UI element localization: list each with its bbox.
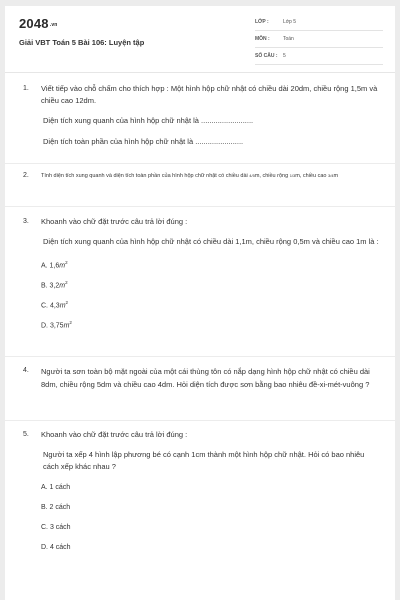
header-divider (5, 72, 395, 73)
question-number: 2. (23, 172, 29, 179)
question-text-part: m, chiều cao (295, 173, 327, 179)
question-separator (5, 163, 395, 164)
question-3 (23, 216, 379, 337)
question-text: Tính diện tích xung quanh và diện tích toàn phần của hình hộp chữ nhật có chiều dài (41, 173, 248, 179)
question-text-part: m (333, 173, 339, 179)
option-unit: m (63, 322, 70, 330)
option-c[interactable]: C. 3 cách (41, 524, 71, 531)
meta-row-subject (255, 31, 383, 48)
option-unit: m (59, 302, 66, 310)
option-unit: m (59, 262, 66, 270)
logo-text: 2048 (19, 16, 49, 31)
question-2 (23, 171, 379, 181)
question-subtext: Diện tích xung quanh của hình hộp chữ nhật có chiều dài 1,1m, chiều rộng 0,5m và chiều cao 1m là : (43, 237, 379, 246)
option-a[interactable]: A. 1 cách (41, 484, 71, 491)
answer-line: Diện tích xung quanh của hình hộp chữ nhật là ......................... (43, 116, 254, 125)
option-a[interactable] (41, 257, 379, 277)
site-logo[interactable] (19, 16, 58, 31)
option-b[interactable]: B. 2 cách (41, 504, 71, 511)
question-1 (23, 83, 379, 148)
option-unit: m (59, 282, 66, 290)
question-text: Người ta sơn toàn bộ mặt ngoài của một cái thùng tôn có nắp dạng hình hộp chữ nhật có chiều dài 8dm, chiều rộng 5dm và chiều cao 4dm. Hỏi diện tích được sơn bằng bao nhiêu đề-xi-mét-vuông ? (41, 367, 370, 389)
option-label: A. 1,6 (41, 262, 60, 270)
meta-row-grade (255, 14, 383, 31)
option-exponent: 2 (65, 280, 68, 285)
option-c[interactable] (41, 297, 379, 317)
option-label: D. 3,75 (41, 322, 64, 330)
question-text: Khoanh vào chữ đặt trước câu trả lời đúng : (41, 217, 188, 226)
question-subtext: Người ta xếp 4 hình lập phương bé có cạnh 1cm thành một hình hộp chữ nhật. Hỏi có bao nhiêu cách xếp khác nhau ? (43, 450, 365, 471)
fraction-length: 4/5 (249, 173, 255, 178)
question-number: 1. (23, 85, 29, 92)
page-header (5, 6, 395, 68)
question-text: Khoanh vào chữ đặt trước câu trả lời đúng : (41, 430, 188, 439)
option-exponent: 2 (69, 320, 72, 325)
question-4 (23, 365, 379, 391)
question-5 (23, 429, 379, 562)
meta-info-table (255, 14, 383, 65)
option-b[interactable] (41, 277, 379, 297)
question-text: Viết tiếp vào chỗ chấm cho thích hợp : Một hình hộp chữ nhật có chiều dài 20dm, chiều rộng 1,5m và chiều cao 12dm. (41, 84, 378, 105)
meta-label: SỐ CÂU : (255, 53, 278, 59)
meta-value: Lớp 5 (283, 19, 297, 25)
answer-options (41, 482, 379, 562)
question-number: 3. (23, 218, 29, 225)
page-title: Giải VBT Toán 5 Bài 106: Luyện tập (19, 38, 145, 47)
option-label: B. 3,2 (41, 282, 60, 290)
question-separator (5, 356, 395, 357)
meta-row-count (255, 48, 383, 65)
logo-suffix: .vn (49, 21, 58, 28)
meta-value: 5 (283, 53, 286, 59)
question-separator (5, 206, 395, 207)
meta-label: LỚP : (255, 19, 269, 25)
option-exponent: 2 (65, 260, 68, 265)
question-number: 5. (23, 431, 29, 438)
option-d[interactable]: D. 4 cách (41, 544, 71, 551)
option-d[interactable] (41, 317, 379, 337)
meta-label: MÔN : (255, 36, 270, 42)
fraction-width: 1/3 (289, 173, 296, 178)
document-page (5, 6, 395, 600)
question-separator (5, 420, 395, 421)
answer-options (41, 257, 379, 337)
meta-value: Toán (283, 36, 294, 42)
answer-line: Diện tích toàn phần của hình hộp chữ nhật là ....................... (43, 137, 244, 146)
fraction-height: 3/4 (327, 173, 334, 178)
question-number: 4. (23, 367, 29, 374)
option-exponent: 2 (65, 300, 69, 305)
question-text-part: m, chiều rộng (254, 173, 289, 179)
option-label: C. 4,3 (41, 302, 60, 310)
